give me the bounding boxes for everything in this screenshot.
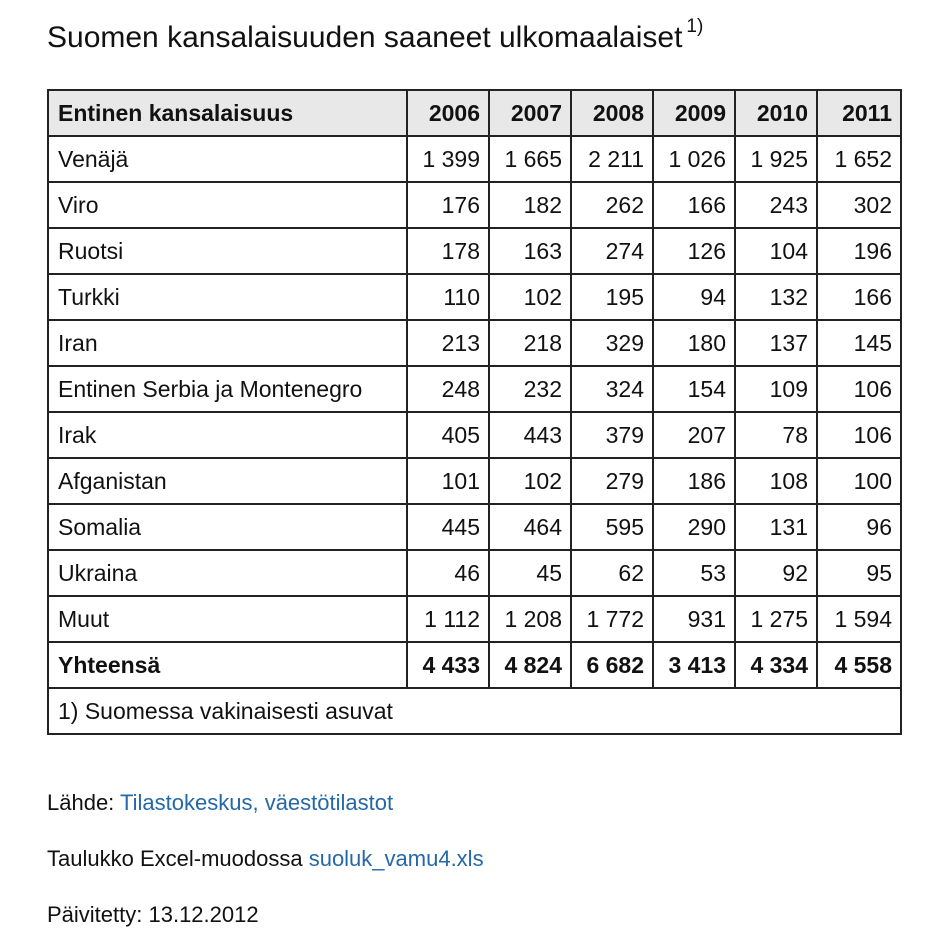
country-name: Ruotsi: [48, 228, 407, 274]
page-title-text: Suomen kansalaisuuden saaneet ulkomaalaiset: [47, 21, 683, 54]
table-row: [48, 320, 901, 366]
value-2006: 248: [407, 366, 489, 412]
column-header-2008: 2008: [571, 90, 653, 136]
total-2007: 4 824: [489, 642, 571, 688]
title-footnote-marker: 1): [686, 16, 704, 37]
value-2011: 145: [817, 320, 901, 366]
value-2008: 279: [571, 458, 653, 504]
value-2008: 274: [571, 228, 653, 274]
country-name: Turkki: [48, 274, 407, 320]
value-2007: 464: [489, 504, 571, 550]
table-row: [48, 550, 901, 596]
value-2007: 102: [489, 458, 571, 504]
country-name: Viro: [48, 182, 407, 228]
table-row: [48, 274, 901, 320]
column-header-2011: 2011: [817, 90, 901, 136]
updated-date: Päivitetty: 13.12.2012: [47, 902, 259, 927]
value-2008: 2 211: [571, 136, 653, 182]
value-2010: 108: [735, 458, 817, 504]
value-2008: 1 772: [571, 596, 653, 642]
value-2011: 106: [817, 366, 901, 412]
total-2009: 3 413: [653, 642, 735, 688]
country-name: Somalia: [48, 504, 407, 550]
value-2010: 132: [735, 274, 817, 320]
value-2009: 53: [653, 550, 735, 596]
value-2007: 1 665: [489, 136, 571, 182]
table-row: [48, 136, 901, 182]
value-2010: 1 925: [735, 136, 817, 182]
value-2007: 102: [489, 274, 571, 320]
value-2006: 46: [407, 550, 489, 596]
value-2009: 166: [653, 182, 735, 228]
table-row: [48, 412, 901, 458]
table-row: [48, 228, 901, 274]
value-2007: 182: [489, 182, 571, 228]
excel-file-link[interactable]: suoluk_vamu4.xls: [308, 846, 484, 871]
value-2008: 62: [571, 550, 653, 596]
value-2010: 78: [735, 412, 817, 458]
table-header-row: [48, 90, 901, 136]
total-2006: 4 433: [407, 642, 489, 688]
column-header-2007: 2007: [489, 90, 571, 136]
table-row: [48, 504, 901, 550]
value-2009: 207: [653, 412, 735, 458]
table-row: [48, 458, 901, 504]
value-2009: 1 026: [653, 136, 735, 182]
value-2007: 443: [489, 412, 571, 458]
total-label: Yhteensä: [48, 642, 407, 688]
value-2007: 232: [489, 366, 571, 412]
table-row: [48, 366, 901, 412]
value-2006: 445: [407, 504, 489, 550]
excel-line: [47, 846, 484, 872]
table-row: [48, 182, 901, 228]
value-2008: 329: [571, 320, 653, 366]
table-footnote-row: [48, 688, 901, 734]
value-2011: 166: [817, 274, 901, 320]
value-2007: 163: [489, 228, 571, 274]
table-footnote: 1) Suomessa vakinaisesti asuvat: [48, 688, 901, 734]
value-2007: 218: [489, 320, 571, 366]
value-2009: 154: [653, 366, 735, 412]
total-2011: 4 558: [817, 642, 901, 688]
value-2009: 931: [653, 596, 735, 642]
value-2010: 109: [735, 366, 817, 412]
value-2010: 92: [735, 550, 817, 596]
country-name: Venäjä: [48, 136, 407, 182]
country-name: Iran: [48, 320, 407, 366]
country-name: Irak: [48, 412, 407, 458]
value-2011: 1 652: [817, 136, 901, 182]
value-2006: 213: [407, 320, 489, 366]
value-2009: 126: [653, 228, 735, 274]
value-2010: 137: [735, 320, 817, 366]
excel-label: Taulukko Excel-muodossa: [47, 846, 303, 871]
value-2011: 196: [817, 228, 901, 274]
value-2006: 110: [407, 274, 489, 320]
value-2006: 1 399: [407, 136, 489, 182]
country-name: Afganistan: [48, 458, 407, 504]
value-2006: 101: [407, 458, 489, 504]
page-title: [47, 16, 704, 55]
value-2010: 131: [735, 504, 817, 550]
value-2010: 243: [735, 182, 817, 228]
value-2010: 104: [735, 228, 817, 274]
value-2010: 1 275: [735, 596, 817, 642]
value-2011: 95: [817, 550, 901, 596]
value-2009: 186: [653, 458, 735, 504]
source-line: [47, 790, 393, 816]
value-2011: 96: [817, 504, 901, 550]
value-2011: 100: [817, 458, 901, 504]
table-total-row: [48, 642, 901, 688]
column-header-2010: 2010: [735, 90, 817, 136]
value-2006: 1 112: [407, 596, 489, 642]
value-2008: 262: [571, 182, 653, 228]
value-2011: 106: [817, 412, 901, 458]
value-2006: 178: [407, 228, 489, 274]
value-2007: 45: [489, 550, 571, 596]
total-2008: 6 682: [571, 642, 653, 688]
value-2007: 1 208: [489, 596, 571, 642]
value-2008: 195: [571, 274, 653, 320]
total-2010: 4 334: [735, 642, 817, 688]
source-label: Lähde:: [47, 790, 115, 815]
value-2008: 324: [571, 366, 653, 412]
column-header-2006: 2006: [407, 90, 489, 136]
column-header-2009: 2009: [653, 90, 735, 136]
value-2008: 595: [571, 504, 653, 550]
value-2011: 1 594: [817, 596, 901, 642]
source-link[interactable]: Tilastokeskus, väestötilastot: [120, 790, 394, 815]
country-name: Entinen Serbia ja Montenegro: [48, 366, 407, 412]
value-2008: 379: [571, 412, 653, 458]
country-name: Ukraina: [48, 550, 407, 596]
value-2006: 176: [407, 182, 489, 228]
value-2006: 405: [407, 412, 489, 458]
value-2009: 94: [653, 274, 735, 320]
value-2009: 180: [653, 320, 735, 366]
table-row: [48, 596, 901, 642]
value-2011: 302: [817, 182, 901, 228]
citizenship-table: [47, 89, 902, 735]
country-name: Muut: [48, 596, 407, 642]
value-2009: 290: [653, 504, 735, 550]
column-header-former-citizenship: Entinen kansalaisuus: [48, 90, 407, 136]
